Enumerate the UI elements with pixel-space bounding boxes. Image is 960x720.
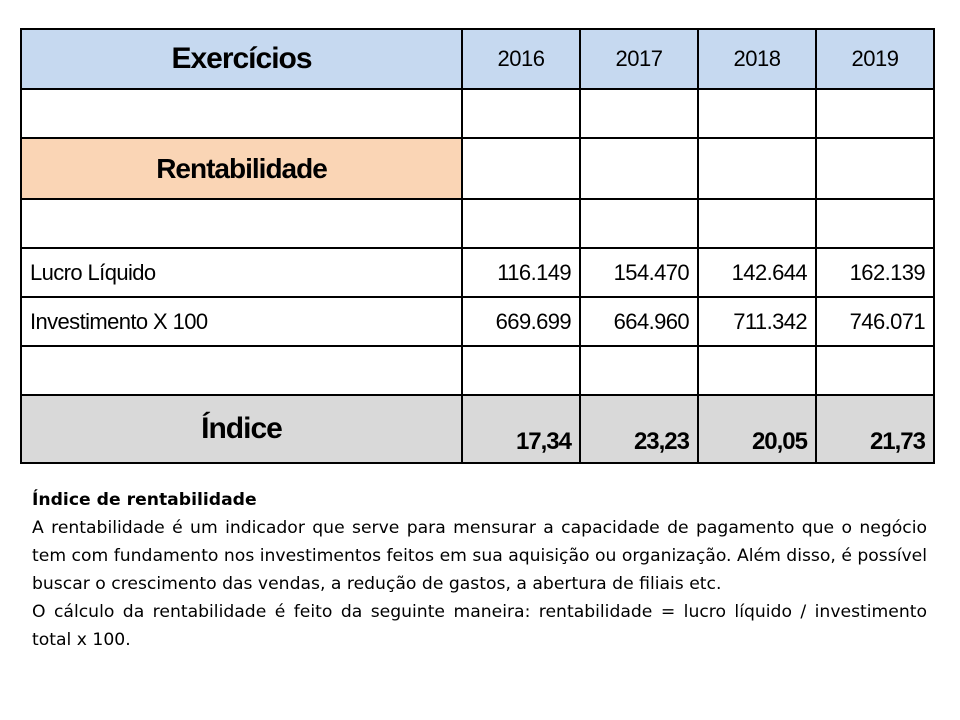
value-cell: 142.644 (698, 248, 816, 297)
header-row (21, 29, 934, 89)
empty-cell (462, 138, 580, 199)
year-cell-2018: 2018 (698, 29, 816, 89)
empty-cell (462, 89, 580, 138)
value-cell: 116.149 (462, 248, 580, 297)
empty-row (21, 346, 934, 395)
year-cell-2017: 2017 (580, 29, 698, 89)
rentabilidade-table (20, 28, 935, 464)
empty-cell (580, 346, 698, 395)
row-label-cell: Lucro Líquido (21, 248, 462, 297)
empty-cell (580, 199, 698, 248)
header-label-cell: Exercícios (21, 29, 462, 89)
section-row (21, 138, 934, 199)
empty-cell (816, 138, 934, 199)
index-value-cell: 20,05 (698, 395, 816, 463)
empty-cell (698, 346, 816, 395)
empty-cell (21, 89, 462, 138)
empty-cell (462, 346, 580, 395)
empty-cell (698, 199, 816, 248)
empty-cell (816, 346, 934, 395)
notes-paragraph-2: O cálculo da rentabilidade é feito da seguinte maneira: rentabilidade = lucro líquido / investimento total x 100. (32, 602, 927, 650)
index-value-cell: 23,23 (580, 395, 698, 463)
value-cell: 154.470 (580, 248, 698, 297)
empty-cell (698, 89, 816, 138)
row-label-cell: Investimento X 100 (21, 297, 462, 346)
empty-cell (816, 89, 934, 138)
empty-row (21, 89, 934, 138)
value-cell: 746.071 (816, 297, 934, 346)
empty-cell (21, 346, 462, 395)
index-value-cell: 21,73 (816, 395, 934, 463)
empty-row (21, 199, 934, 248)
value-cell: 669.699 (462, 297, 580, 346)
empty-cell (21, 199, 462, 248)
notes-paragraph-1: A rentabilidade é um indicador que serve para mensurar a capacidade de pagamento que o negócio tem com fundamento nos investimentos feitos em sua aquisição ou organização. Além disso, é possível buscar o crescimento das vendas, a redução de gastos, a abertura de filiais etc. (32, 518, 927, 594)
value-cell: 664.960 (580, 297, 698, 346)
empty-cell (580, 138, 698, 199)
year-cell-2019: 2019 (816, 29, 934, 89)
empty-cell (698, 138, 816, 199)
year-cell-2016: 2016 (462, 29, 580, 89)
table-row-lucro-liquido (21, 248, 934, 297)
index-row (21, 395, 934, 463)
index-value-cell: 17,34 (462, 395, 580, 463)
value-cell: 711.342 (698, 297, 816, 346)
notes-block (32, 486, 927, 654)
empty-cell (816, 199, 934, 248)
table-row-investimento (21, 297, 934, 346)
value-cell: 162.139 (816, 248, 934, 297)
notes-title: Índice de rentabilidade (32, 490, 257, 510)
section-label-cell: Rentabilidade (21, 138, 462, 199)
empty-cell (462, 199, 580, 248)
index-label-cell: Índice (21, 395, 462, 463)
empty-cell (580, 89, 698, 138)
